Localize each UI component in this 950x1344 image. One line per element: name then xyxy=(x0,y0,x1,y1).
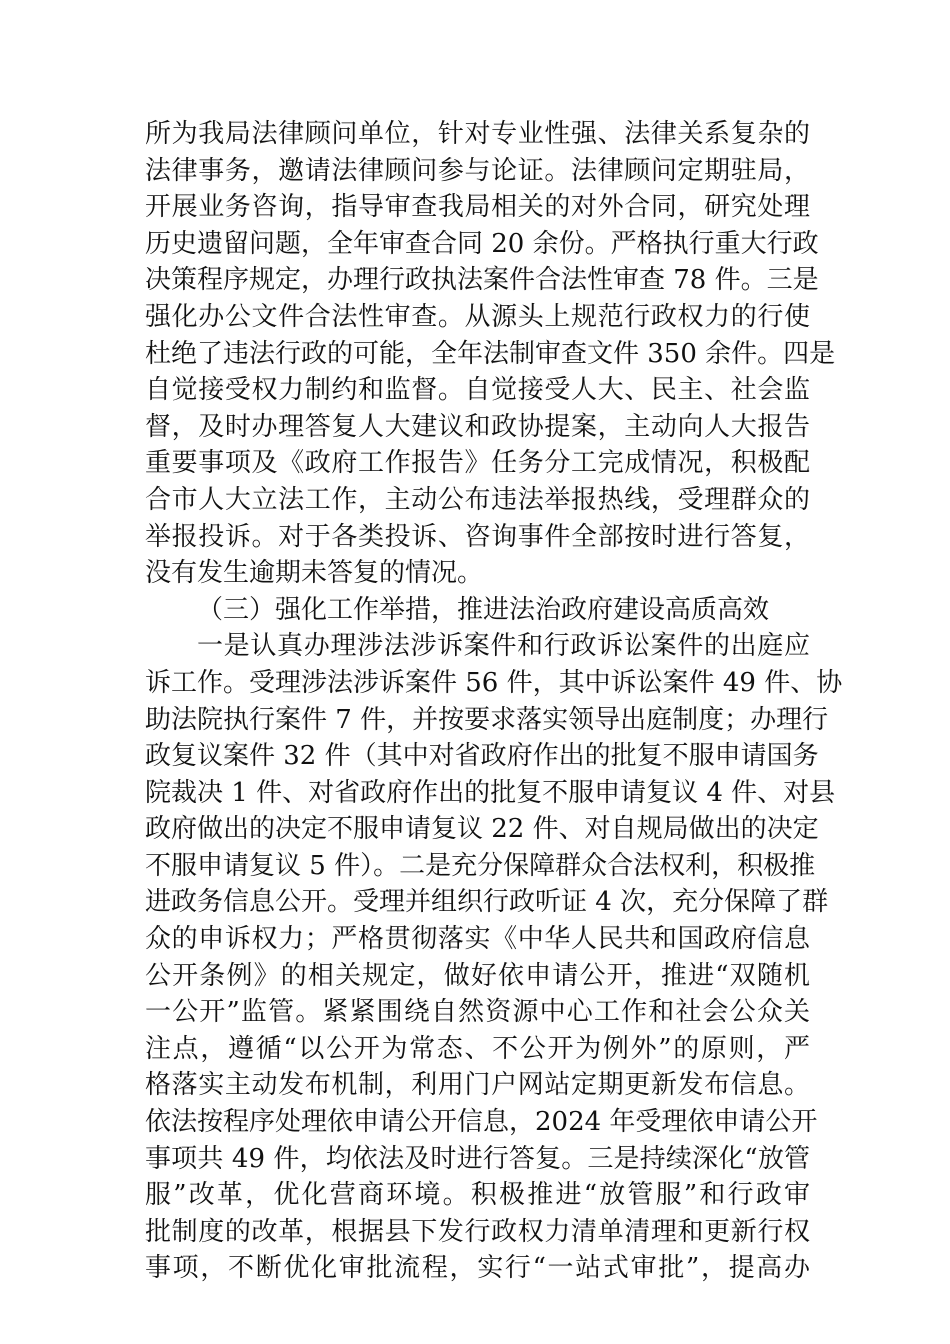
text-line: 一公开”监管。紧紧围绕自然资源中心工作和社会公众关 xyxy=(145,997,810,1028)
text-line: 依法按程序处理依申请公开信息，2024 年受理依申请公开 xyxy=(145,1107,818,1138)
text-line: 重要事项及《政府工作报告》任务分工完成情况，积极配 xyxy=(145,448,810,479)
text-line: 进政务信息公开。受理并组织行政听证 4 次，充分保障了群 xyxy=(145,887,829,918)
text-line: 诉工作。受理涉法涉诉案件 56 件，其中诉讼案件 49 件、协 xyxy=(145,667,843,698)
text-line: 院裁决 1 件、对省政府作出的批复不服申请复议 4 件、对县 xyxy=(145,777,836,808)
text-line: 不服申请复议 5 件）。二是充分保障群众合法权利，积极推 xyxy=(145,850,816,881)
text-line: 没有发生逾期未答复的情况。 xyxy=(145,558,484,589)
text-line: 注点，遵循“以公开为常态、不公开为例外”的原则，严 xyxy=(145,1033,810,1064)
text-line: 事项，不断优化审批流程，实行“一站式审批”，提高办 xyxy=(145,1253,810,1284)
text-line: 一是认真办理涉法涉诉案件和行政诉讼案件的出庭应 xyxy=(197,631,810,662)
text-line: 政府做出的决定不服申请复议 22 件、对自规局做出的决定 xyxy=(145,814,819,845)
text-line: 公开条例》的相关规定，做好依申请公开，推进“双随机 xyxy=(145,960,810,991)
text-line: 督，及时办理答复人大建议和政协提案，主动向人大报告 xyxy=(145,411,810,442)
text-line: 决策程序规定，办理行政执法案件合法性审查 78 件。三是 xyxy=(145,265,819,296)
text-line: 政复议案件 32 件（其中对省政府作出的批复不服申请国务 xyxy=(145,741,819,772)
text-line: 强化办公文件合法性审查。从源头上规范行政权力的行使 xyxy=(145,301,810,332)
section-heading: （三）强化工作举措，推进法治政府建设高质高效 xyxy=(197,594,770,625)
text-line: 自觉接受权力制约和监督。自觉接受人大、民主、社会监 xyxy=(145,375,810,406)
text-line: 格落实主动发布机制，利用门户网站定期更新发布信息。 xyxy=(145,1070,810,1101)
text-line: 杜绝了违法行政的可能，全年法制审查文件 350 余件。四是 xyxy=(145,338,836,369)
text-line: 事项共 49 件，均依法及时进行答复。三是持续深化“放管 xyxy=(145,1143,810,1174)
text-line: 众的申诉权力；严格贯彻落实《中华人民共和国政府信息 xyxy=(145,924,810,955)
document-body xyxy=(145,116,843,1287)
text-line: 批制度的改革，根据县下发行政权力清单清理和更新行权 xyxy=(145,1216,810,1247)
text-line: 开展业务咨询，指导审查我局相关的对外合同，研究处理 xyxy=(145,192,810,223)
text-line: 合市人大立法工作，主动公布违法举报热线，受理群众的 xyxy=(145,484,810,515)
text-line: 所为我局法律顾问单位，针对专业性强、法律关系复杂的 xyxy=(145,119,810,149)
text-line: 历史遗留问题，全年审查合同 20 余份。严格执行重大行政 xyxy=(145,228,819,259)
text-line: 助法院执行案件 7 件，并按要求落实领导出庭制度；办理行 xyxy=(145,704,829,735)
text-line: 服”改革，优化营商环境。积极推进“放管服”和行政审 xyxy=(145,1180,810,1211)
text-line: 法律事务，邀请法律顾问参与论证。法律顾问定期驻局， xyxy=(145,155,810,186)
text-line: 举报投诉。对于各类投诉、咨询事件全部按时进行答复， xyxy=(145,521,810,552)
